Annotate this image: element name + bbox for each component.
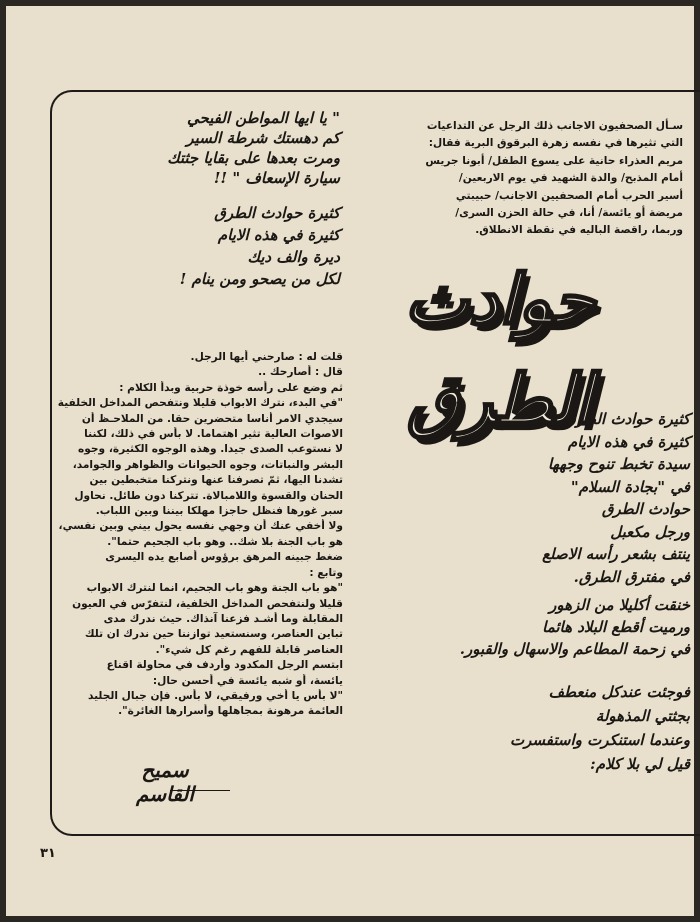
body-line: ثم وضع على رأسه خوذة حربية وبدأ الكلام : bbox=[119, 381, 343, 394]
verse-line: ورميت أقطع البلاد هائما bbox=[542, 618, 690, 636]
verse-line: قيل لي بلا كلام: bbox=[590, 755, 690, 773]
body-line: البشر والنباتات، وجوه الحيوانات والظواهر والجوامد، bbox=[72, 458, 343, 471]
verse-four bbox=[440, 680, 690, 776]
body-line: العائمة مرهونة بمجاهلها وأسرارها الغائرة". bbox=[118, 705, 343, 718]
verse-three bbox=[418, 594, 690, 660]
handwritten-quote bbox=[70, 108, 340, 188]
body-line: الاصوات العالية تثير اهتماما. لا بأس في ذلك، لكننا bbox=[84, 428, 343, 441]
verse-line: في "بجادة السلام" bbox=[570, 477, 690, 496]
verse-line: حوادث الطرق bbox=[601, 500, 690, 518]
author-signature: سميح القاسم bbox=[136, 758, 194, 806]
verse-line: فوجئت عندكل منعطف bbox=[548, 683, 690, 701]
verse-line: خنقت أكليلا من الزهور bbox=[549, 596, 690, 614]
intro-line: أسير الحرب أمام الصحفيين الاجانب/ حبيبتي bbox=[455, 189, 683, 202]
verse-line: بجثتي المذهولة bbox=[595, 707, 690, 725]
body-line: لا نستوعب الصدى جيدا. وهذه الوجوه الكثيرة، وجوه bbox=[78, 443, 343, 456]
body-line: قال : أصارحك .. bbox=[258, 366, 343, 379]
verse-line: ورجل مكعبل bbox=[610, 522, 690, 541]
body-line: العناصر قابلة للفهم رغم كل شيء". bbox=[155, 643, 343, 656]
body-line: الحنان والقسوة واللامبالاة. تتركنا دون طائل. نحاول bbox=[74, 489, 343, 502]
intro-paragraph bbox=[398, 118, 683, 240]
verse-line: كثيرة في هذه الايام bbox=[217, 226, 340, 244]
body-line: ضغط جبينه المرهق برؤوس أصابع يده اليسرى bbox=[105, 551, 343, 564]
verse-line: ينتف بشعر رأسه الاصلع bbox=[542, 545, 690, 563]
body-line: ولا أخفي عنك أن وجهي نفسه يحول بيني وبين نفسي، bbox=[58, 520, 343, 533]
intro-line: سـأل الصحفيون الاجانب ذلك الرجل عن التداعيات bbox=[426, 120, 683, 132]
body-line: هو باب الجنة بلا شك.. وهو باب الجحيم حتما". bbox=[107, 535, 343, 548]
body-line: تباين العناصر، وسنستعيد توازننا حين ندرك ان تلك bbox=[84, 628, 343, 641]
body-line: ابتسم الرجل المكدود وأردف في محاولة اقناع bbox=[106, 659, 343, 672]
body-line: قلت له : صارحني أيها الرجل. bbox=[190, 351, 343, 363]
intro-line: التي تثيرها في نفسه زهرة البرقوق البرية فقال: bbox=[428, 137, 683, 150]
intro-line: أمام المذبح/ والدة الشهيد في يوم الاربعين/ bbox=[458, 172, 683, 185]
body-line: يائسة، أو شبه يائسة في أحسن حال: bbox=[152, 674, 343, 687]
intro-line: مريضة أو يائسة/ أنا، في حالة الحزن السرى/ bbox=[455, 207, 683, 220]
quote-line: سيارة الإسعاف " !! bbox=[213, 169, 340, 187]
verse-line: وعندما استنكرت واستفسرت bbox=[510, 731, 690, 749]
verse-line: كثيرة حوادث الطرق bbox=[564, 410, 690, 428]
body-line: سيجدي الامر أناسا متحضرين حقا. من الملاحـظ أن bbox=[81, 412, 343, 425]
intro-line: مريم العذراء حانية على يسوع الطفل/ أبونا جريس bbox=[425, 154, 683, 167]
verse-line: كثيرة حوادث الطرق bbox=[214, 204, 340, 222]
signature-underline bbox=[170, 790, 230, 791]
body-line: "لا بأس يا أخي ورفيقي، لا بأس. فإن جبال الجليد bbox=[87, 689, 343, 702]
quote-line: ومرت بعدها على بقايا جثتك bbox=[167, 149, 340, 167]
page-number: ٣١ bbox=[40, 846, 56, 861]
verse-line: سيدة تخبط تنوح وجهها bbox=[547, 455, 690, 473]
verse-one bbox=[110, 202, 340, 290]
body-line: قليلا ولنتفحص المداخل الخلفية، لنتفرّس في العيون bbox=[72, 597, 343, 610]
body-line: "هو باب الجنة وهو باب الجحيم، انما لنترك الابواب bbox=[86, 582, 343, 595]
verse-line: كثيرة في هذه الايام bbox=[567, 432, 690, 451]
title-calligraphy: حوادث الطرق bbox=[404, 260, 596, 440]
verse-line: في زحمة المطاعم والاسهال والقبور. bbox=[459, 640, 690, 658]
body-paragraph bbox=[58, 350, 343, 720]
verse-line: لكل من يصحو ومن ينام ! bbox=[179, 270, 340, 288]
verse-line: في مفترق الطرق. bbox=[573, 567, 690, 586]
body-line: المقابلة وما أشـد فزعنا آنذاك. حيث ندرك مدى bbox=[103, 612, 343, 625]
body-line: وتابع : bbox=[309, 566, 343, 579]
intro-line: وربما، راقصة الباليه في نقطة الانطلاق. bbox=[475, 224, 683, 237]
body-line: "في البدء، نترك الابواب قليلا ونتفحص المداخل الخلفية bbox=[58, 397, 343, 410]
body-line: سبر غورها فنظل حاجزا مهلكا بيننا وبين اللباب. bbox=[95, 505, 343, 518]
verse-line: ديرة والف ديك bbox=[247, 248, 340, 266]
quote-line: كم دهستك شرطة السير bbox=[186, 129, 340, 147]
verse-two bbox=[420, 408, 690, 588]
body-line: تشدنا اليها، ثمّ تصرفنا عنها ونتركنا متخبطين بين bbox=[89, 474, 343, 487]
quote-line: " يا ايها المواطن الفيحي bbox=[187, 109, 340, 127]
